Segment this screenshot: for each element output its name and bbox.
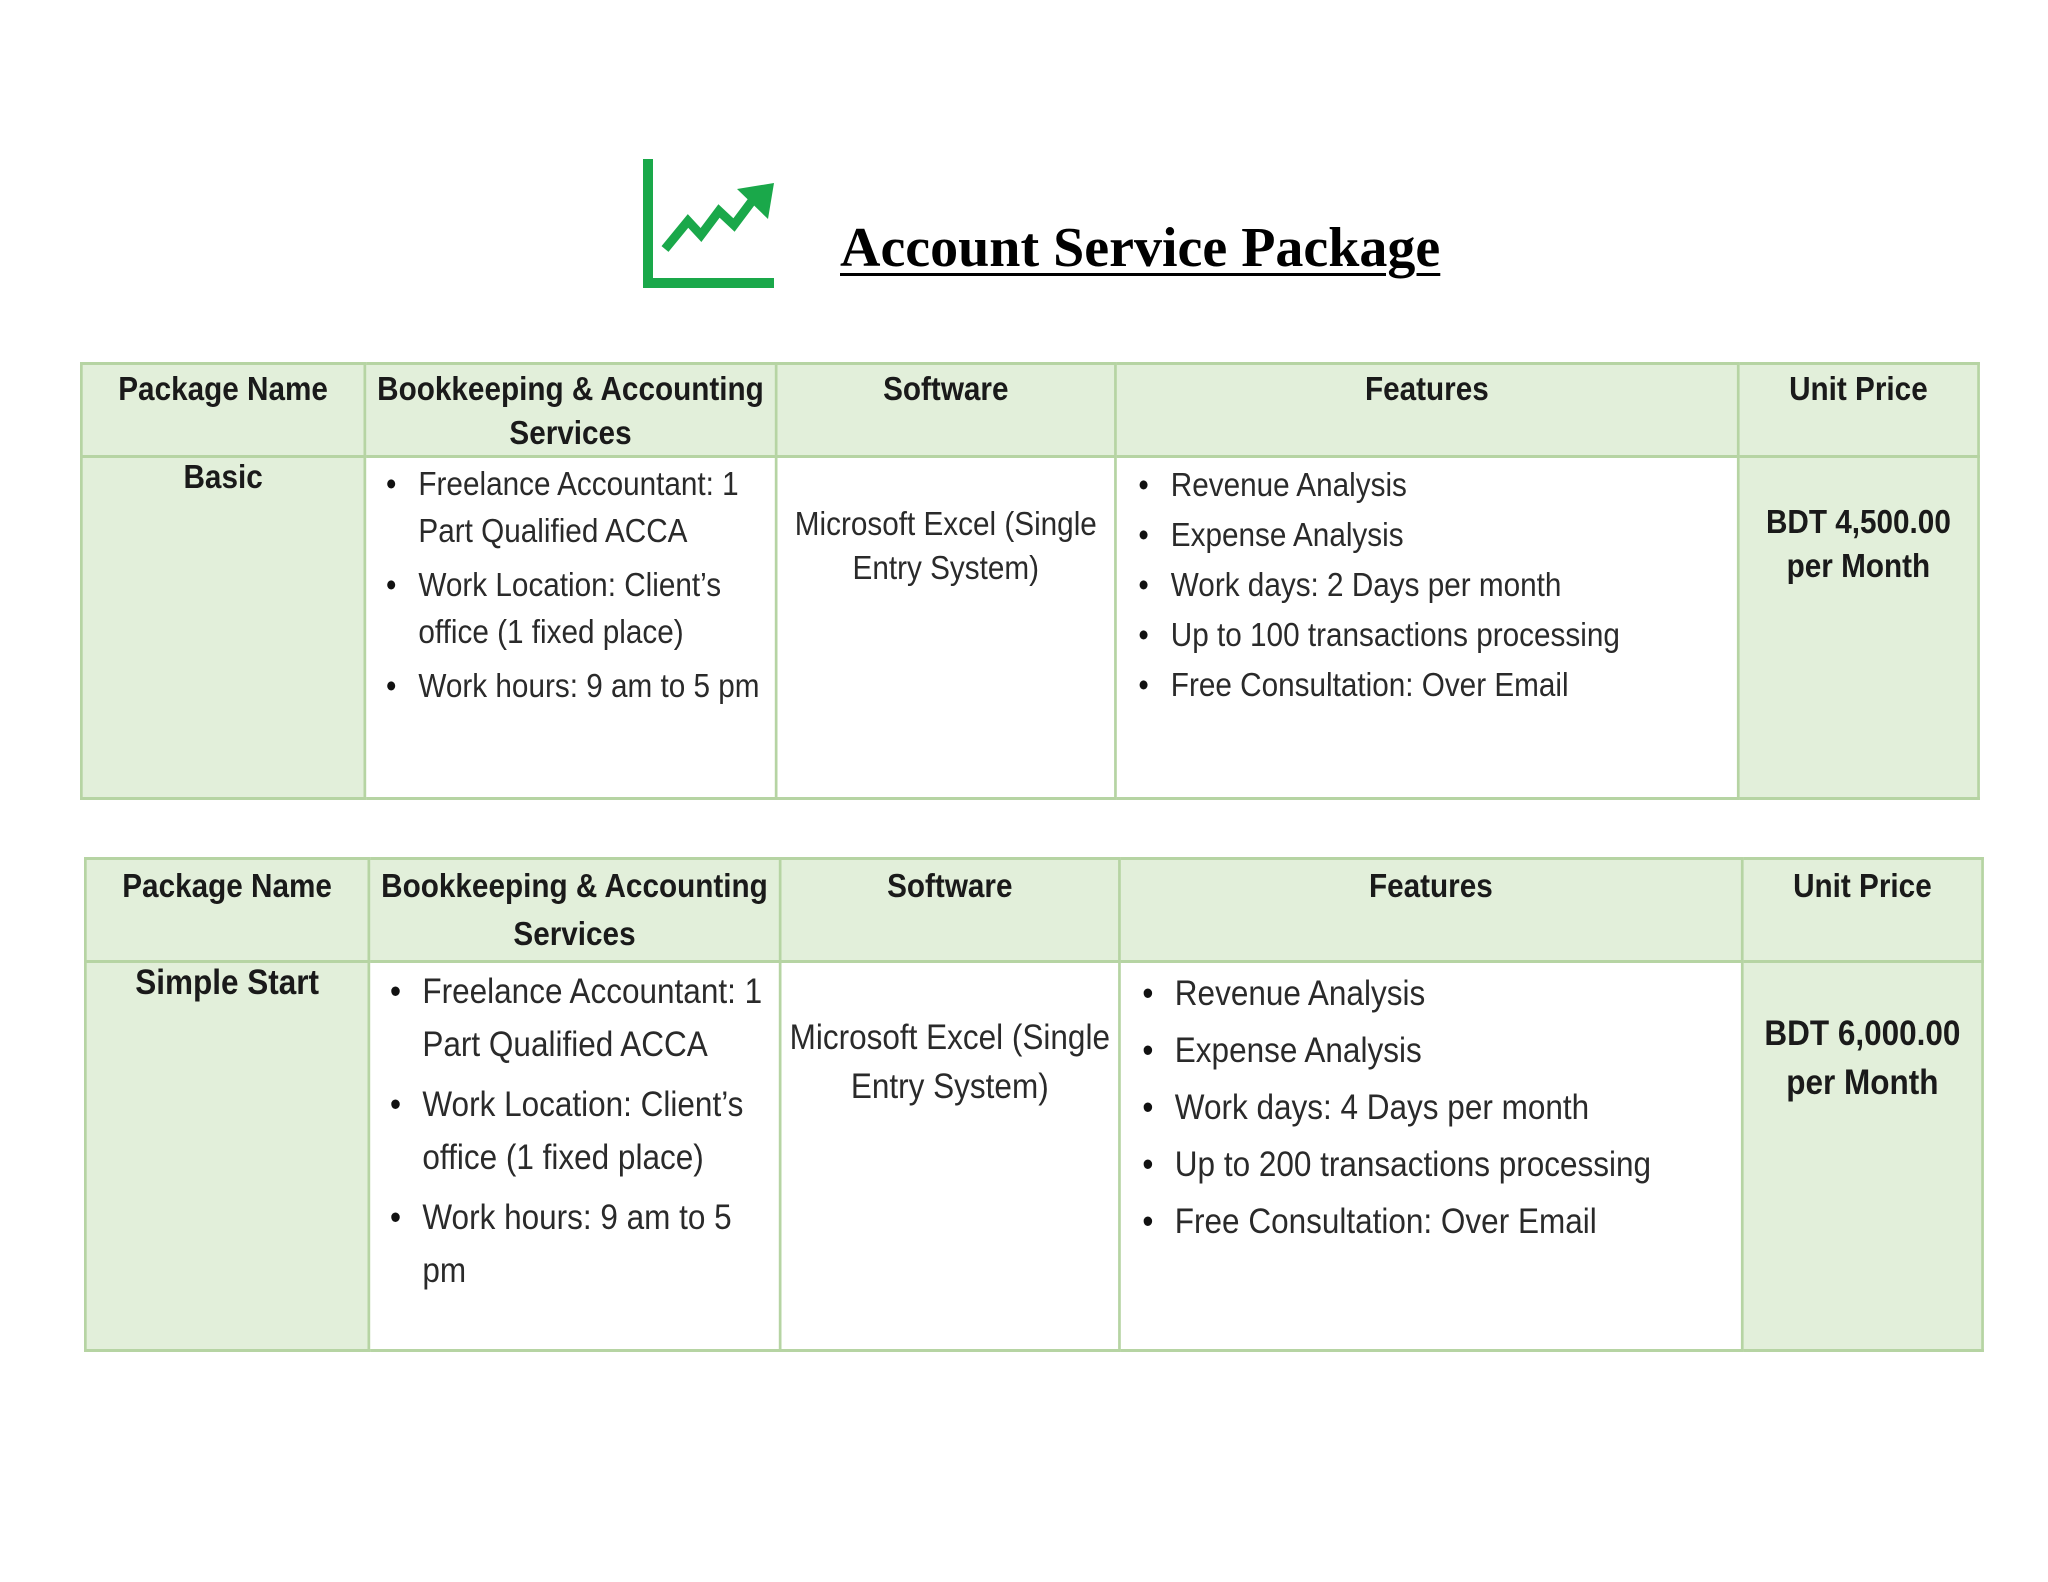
services-list xyxy=(377,965,771,1297)
list-item: • Work Location: Client’s office (1 fixed place) xyxy=(377,1078,771,1184)
features-cell xyxy=(1115,457,1738,799)
header-features: Features xyxy=(1115,364,1738,457)
package-name-cell: Simple Start xyxy=(85,962,369,1351)
document-header xyxy=(0,150,2048,300)
list-item: • Work hours: 9 am to 5 pm xyxy=(377,1191,771,1297)
features-list xyxy=(1124,460,1730,710)
services-list xyxy=(373,460,767,709)
package-name-cell: Basic xyxy=(81,457,365,799)
services-cell xyxy=(365,457,776,799)
list-item: • Work days: 2 Days per month xyxy=(1124,560,1730,610)
header-software: Software xyxy=(776,364,1115,457)
list-item: • Freelance Accountant: 1 Part Qualified ACCA xyxy=(377,965,771,1071)
list-item: • Revenue Analysis xyxy=(1124,460,1730,510)
header-services: Bookkeeping & Accounting Services xyxy=(369,859,780,962)
unit-price-cell: BDT 6,000.00 per Month xyxy=(1742,962,1982,1351)
table-row xyxy=(81,457,1978,799)
document-title: Account Service Package xyxy=(840,217,1441,279)
unit-price-cell: BDT 4,500.00 per Month xyxy=(1738,457,1978,799)
software-cell: Microsoft Excel (Single Entry System) xyxy=(776,457,1115,799)
list-item: • Freelance Accountant: 1 Part Qualified ACCA xyxy=(373,460,767,554)
features-cell xyxy=(1119,962,1742,1351)
header-package-name: Package Name xyxy=(81,364,365,457)
header-software: Software xyxy=(780,859,1119,962)
software-cell: Microsoft Excel (Single Entry System) xyxy=(780,962,1119,1351)
header-unit-price: Unit Price xyxy=(1742,859,1982,962)
list-item: • Free Consultation: Over Email xyxy=(1128,1193,1734,1250)
features-list xyxy=(1128,965,1734,1250)
list-item: • Work hours: 9 am to 5 pm xyxy=(373,662,767,709)
list-item: • Work Location: Client’s office (1 fixed place) xyxy=(373,561,767,655)
list-item: • Work days: 4 Days per month xyxy=(1128,1079,1734,1136)
growth-chart-icon xyxy=(641,155,776,290)
list-item: • Expense Analysis xyxy=(1128,1022,1734,1079)
package-table-basic xyxy=(80,362,1980,800)
header-features: Features xyxy=(1119,859,1742,962)
package-table-simple-start xyxy=(84,857,1984,1352)
list-item: • Free Consultation: Over Email xyxy=(1124,660,1730,710)
header-unit-price: Unit Price xyxy=(1738,364,1978,457)
table-row xyxy=(85,962,1982,1351)
list-item: • Up to 200 transactions processing xyxy=(1128,1136,1734,1193)
header-services: Bookkeeping & Accounting Services xyxy=(365,364,776,457)
list-item: • Expense Analysis xyxy=(1124,510,1730,560)
header-package-name: Package Name xyxy=(85,859,369,962)
services-cell xyxy=(369,962,780,1351)
list-item: • Revenue Analysis xyxy=(1128,965,1734,1022)
list-item: • Up to 100 transactions processing xyxy=(1124,610,1730,660)
